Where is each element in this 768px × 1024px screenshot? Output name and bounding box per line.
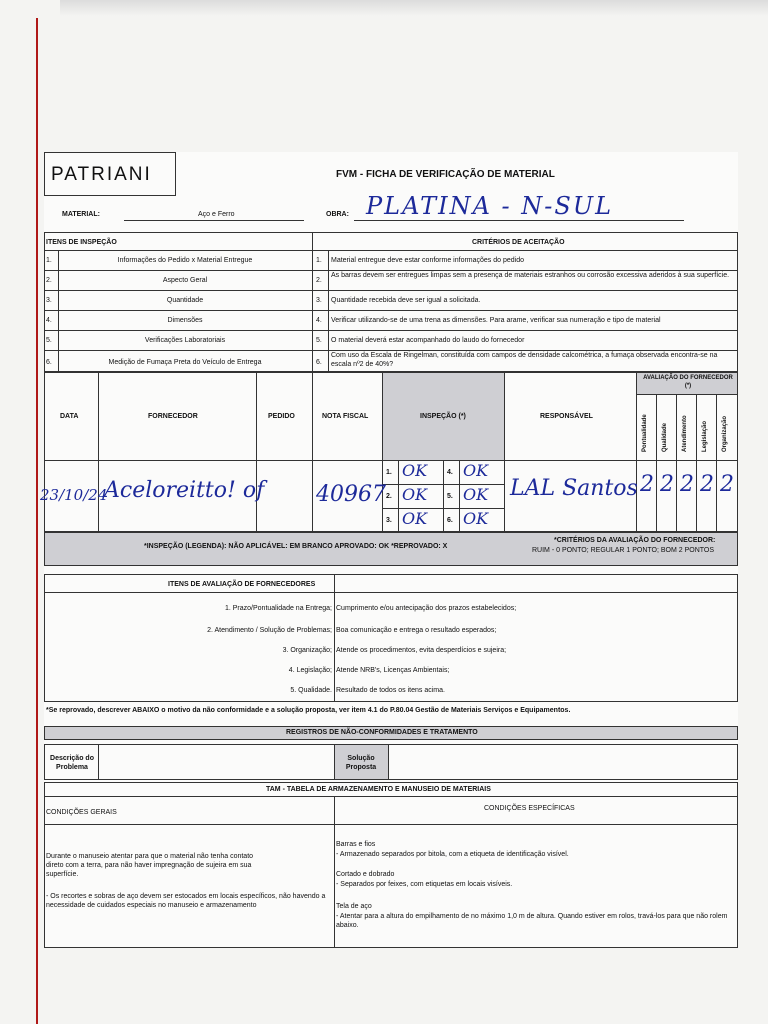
col-organizacao: Organização <box>722 415 728 452</box>
nonconformity-table <box>44 744 738 780</box>
nonconformity-title: REGISTROS DE NÃO-CONFORMIDADES E TRATAMENTO <box>286 729 478 736</box>
logo: PATRIANI <box>51 164 152 185</box>
hw-responsavel: LAL Santos <box>510 476 638 501</box>
specific-head-cortado: Cortado e dobrado <box>336 871 395 878</box>
general-conditions-title: CONDIÇÕES GERAIS <box>46 809 117 816</box>
specific-text-cortado: - Separados por feixes, com etiquetas em locais visíveis. <box>336 881 513 888</box>
hw-score-atendimento: 2 <box>680 472 694 497</box>
hw-fornecedor: Aceloreitto! of <box>104 478 265 503</box>
specific-text-barras: - Armazenado separados por bitola, com a etiqueta de identificação visível. <box>336 851 569 858</box>
obra-label: OBRA: <box>326 211 349 218</box>
general-condition-1: Durante o manuseio atentar para que o material não tenha contato direto com a terra, para não haver impregnação de sujeira em sua superfície. <box>46 853 254 878</box>
hw-score-legislacao: 2 <box>700 472 714 497</box>
specific-conditions-title: CONDIÇÕES ESPECÍFICAS <box>484 805 575 812</box>
col-fornecedor: FORNECEDOR <box>148 413 198 420</box>
avaliacao-title: AVALIAÇÃO DO FORNECEDOR (*) <box>643 375 733 389</box>
acceptance-criteria-title: CRITÉRIOS DE ACEITAÇÃO <box>472 239 565 246</box>
col-qualidade: Qualidade <box>662 422 668 452</box>
hw-insp-4: OK <box>463 461 489 480</box>
tam-title: TAM - TABELA DE ARMAZENAMENTO E MANUSEIO DE MATERIAIS <box>266 786 491 793</box>
col-pontualidade: Pontualidade <box>642 414 648 452</box>
col-responsavel: RESPONSÁVEL <box>540 413 593 420</box>
hw-nota-fiscal: 40967 <box>316 482 386 507</box>
specific-head-barras: Barras e fios <box>336 841 376 848</box>
hw-score-organizacao: 2 <box>720 472 734 497</box>
form-title: FVM - FICHA DE VERIFICAÇÃO DE MATERIAL <box>336 169 555 180</box>
hw-insp-2: OK <box>402 485 428 504</box>
col-legislacao: Legislação <box>702 420 708 452</box>
problem-description-label: Descrição do Problema <box>50 755 94 771</box>
col-pedido: PEDIDO <box>268 413 295 420</box>
hw-insp-3: OK <box>402 509 428 528</box>
hw-data: 23/10/24 <box>40 486 108 504</box>
top-edge-shadow <box>60 0 768 16</box>
legend-text: *INSPEÇÃO (LEGENDA): NÃO APLICÁVEL: EM BRANCO APROVADO: OK *REPROVADO: X <box>144 543 448 550</box>
col-nota-fiscal: NOTA FISCAL <box>322 413 369 420</box>
specific-head-tela: Tela de aço <box>336 903 372 910</box>
specific-text-tela: - Atentar para a altura do empilhamento de no máximo 1,0 m de altura. Quando estiver em rolos, travá-los para que não rolem abaixo. <box>336 913 728 929</box>
hw-score-pontualidade: 2 <box>640 472 654 497</box>
hw-insp-1: OK <box>402 461 428 480</box>
legend-criteria-text: RUIM - 0 PONTO; REGULAR 1 PONTO; BOM 2 PONTOS <box>532 547 715 554</box>
nonconformity-note: *Se reprovado, descrever ABAIXO o motivo da não conformidade e a solução proposta, ver item 4.1 do P.80.04 Gestão de Materiais Serviços e Equipamentos. <box>46 707 571 714</box>
hw-score-qualidade: 2 <box>660 472 674 497</box>
col-atendimento: Atendimento <box>682 415 688 452</box>
proposed-solution-label: Solução Proposta <box>345 755 377 771</box>
inspection-items-title: ITENS DE INSPEÇÃO <box>46 239 117 246</box>
margin-line <box>36 18 38 1024</box>
hw-insp-6: OK <box>463 509 489 528</box>
obra-handwritten: PLATINA - N-SUL <box>366 192 614 220</box>
general-condition-2: - Os recortes e sobras de aço devem ser estocados em locais específicos, não havendo a necessidade de cuidados especiais no manuseio e armazenamento <box>46 893 326 909</box>
material-value: Aço e Ferro <box>198 211 235 218</box>
col-data: DATA <box>60 413 79 420</box>
legend-criteria-title: *CRITÉRIOS DA AVALIAÇÃO DO FORNECEDOR: <box>554 537 716 544</box>
supplier-items-table <box>44 574 738 702</box>
fvm-form: PATRIANI FVM - FICHA DE VERIFICAÇÃO DE MATERIAL MATERIAL: Aço e Ferro OBRA: PLATINA - N-SUL ITENS DE INSPEÇÃO CRITÉRIOS DE ACEITAÇÃO 1. Informações do Pedido x Material Entregue 1. Material entregue deve estar conforme informações do pedido 2. Aspecto Geral 2. As barras devem ser entregues limpas sem a presença de materiais estranhos ou corrosão excessiva aderidos à sua superfície. 3. Quantidade 3. Quantidade recebida deve ser igual a solicitada. 4. Dimensões 4. Verificar utilizando-se de uma trena as dimensões. Para arame, verificar sua numeração e tipo de material 5. Verificações Laboratoriais 5. O material deverá estar acompanhado do laudo do fornecedor 6. Medição de Fumaça Preta do Veículo de Entrega 6. Com uso da Escala de Ringelman, constituída com campos de densidade calcométrica, a fumaça observada encontra-se na escala nº2 de 40%? DATA FORNECEDOR PEDIDO NOTA FISCAL INSPEÇÃO (*) RESPONSÁVEL AVALIAÇÃO DO FORNECEDOR (*) Pontualidade Qualidade Atendimento Legislação Organização 23/10/24 Aceloreitto! of 40967 1. 2. 3. 4. 5. 6. OK OK OK OK OK OK LAL Santos 2 2 2 2 2 *INSPEÇÃO (LEGENDA): NÃO APLICÁVEL: EM BRANCO APROVADO: OK *REPROVADO: X *CRITÉRIOS DA AVALIAÇÃO DO FORNECEDOR: RUIM - 0 PONTO; REGULAR 1 PONTO; BOM 2 PONTOS ITENS DE AVALIAÇÃO DE FORNECEDORES 1. Prazo/Pontualidade na Entrega; Cumprimento e/ou antecipação dos prazos estabelecidos; 2. Atendimento / Solução de Problemas; Boa comunicação e entrega o resultado esperados; 3. Organização; Atende os procedimentos, evita desperdícios e sujeira; 4. Legislação; Atende NRB's, Licenças Ambientais; 5. Qualidade. Resultado de todos os itens acima. *Se reprovado, descrever ABAIXO o motivo da não conformidade e a solução proposta, ver item 4.1 do P.80.04 Gestão de Materiais Serviços e Equipamentos. REGISTROS DE NÃO-CONFORMIDADES E TRATAMENTO Descrição do Problema Solução Proposta TAM - TABELA DE ARMAZENAMENTO E MANUSEIO DE MATERIAIS CONDIÇÕES GERAIS CONDIÇÕES ESPECÍFICAS Durante o manuseio atentar para que o material não tenha contato direto com a terra, para não haver impregnação de sujeira em sua superfície. - Os recortes e sobras de aço devem ser estocados em locais específicos, não havendo a necessidade de cuidados especiais no manuseio e armazenamento Barras e fios - Armazenado separados por bitola, com a etiqueta de identificação visível. Cortado e dobrado - Separados por feixes, com etiquetas em locais visíveis. Tela de aço - Atentar para a altura do empilhamento de no máximo 1,0 m de altura. Quando estiver em rolos, travá-los para que não rolem abaixo. <box>44 152 738 948</box>
supplier-items-title: ITENS DE AVALIAÇÃO DE FORNECEDORES <box>168 581 316 588</box>
col-inspecao: INSPEÇÃO (*) <box>420 413 466 420</box>
material-label: MATERIAL: <box>62 211 100 218</box>
hw-insp-5: OK <box>463 485 489 504</box>
